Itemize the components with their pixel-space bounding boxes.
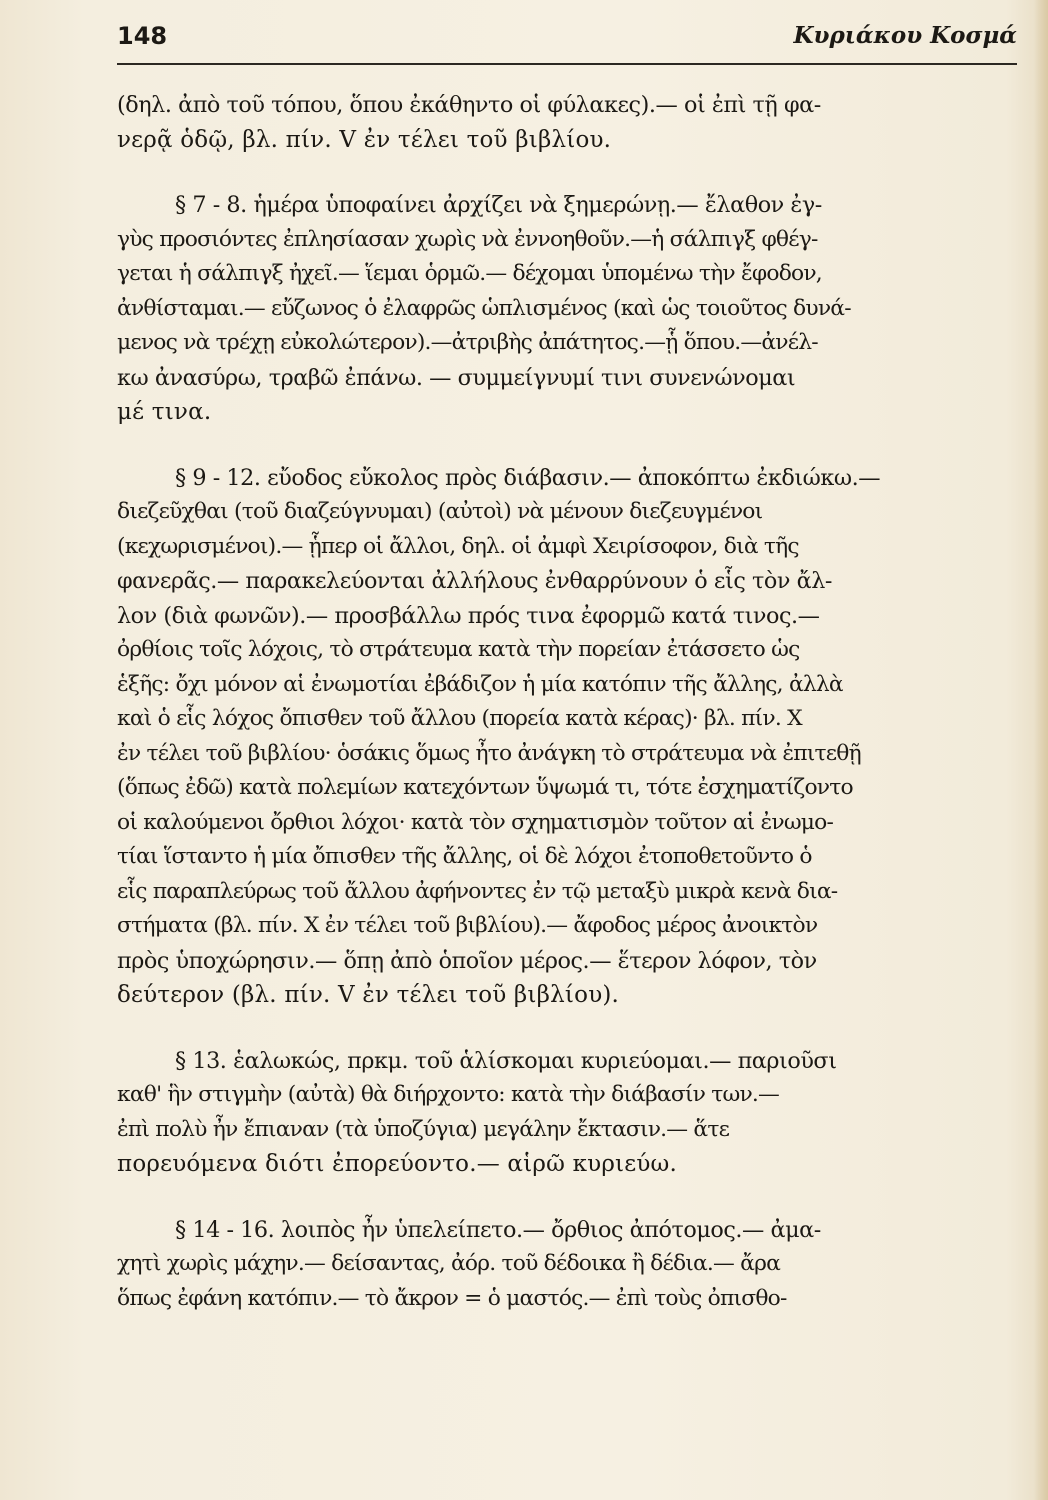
text-line: καθ' ἣν στιγμὴν (αὐτὰ) θὰ διήρχοντο: κατὰ τὴν διάβασίν των.— (117, 1082, 780, 1107)
text-line: μενος νὰ τρέχῃ εὐκολώτερον).—ἀτριβὴς ἀπάτητος.—ᾗ ὅπου.—ἀνέλ- (117, 330, 818, 355)
text-line: ὅπως ἐφάνη κατόπιν.— τὸ ἄκρον = ὁ μαστός.— ἐπὶ τοὺς ὀπισθο- (117, 1285, 787, 1311)
text-line: ἑξῆς: ὄχι μόνον αἱ ἐνωμοτίαι ἐβάδιζον ἡ μία κατόπιν τῆς ἄλλης, ἀλλὰ (117, 671, 843, 697)
text-line: § 14 - 16. λοιπὸς ἦν ὑπελείπετο.— ὄρθιος ἀπότομος.— ἀμα- (175, 1216, 821, 1243)
text-line: § 9 - 12. εὔοδος εὔκολος πρὸς διάβασιν.— ἀποκόπτω ἐκδιώκω.— (175, 464, 881, 491)
commentary-text (117, 88, 1017, 1347)
paragraph-7-8 (117, 188, 1017, 430)
text-line: ἀνθίσταμαι.— εὔζωνος ὁ ἐλαφρῶς ὡπλισμένος (καὶ ὡς τοιοῦτος δυνά- (117, 295, 851, 321)
text-line: οἱ καλούμενοι ὄρθιοι λόχοι· κατὰ τὸν σχηματισμὸν τοῦτον αἱ ἐνωμο- (117, 809, 834, 835)
header-rule (117, 63, 1017, 65)
paragraph-1 (117, 88, 1017, 157)
text-line: λον (διὰ φωνῶν).— προσβάλλω πρός τινα ἐφορμῶ κατά τινος.— (117, 602, 820, 629)
text-line: μέ τινα. (117, 399, 212, 425)
text-line: στήματα (βλ. πίν. X ἐν τέλει τοῦ βιβλίου).— ἄφοδος μέρος ἀνοικτὸν (117, 913, 818, 938)
text-line: (ὅπως ἐδῶ) κατὰ πολεμίων κατεχόντων ὕψωμά τι, τότε ἐσχηματίζοντο (117, 775, 853, 800)
page-header (117, 18, 1017, 62)
text-line: δεύτερον (βλ. πίν. V ἐν τέλει τοῦ βιβλίου). (117, 982, 620, 1008)
page-number: 148 (117, 22, 168, 50)
text-line: νερᾷ ὁδῷ, βλ. πίν. V ἐν τέλει τοῦ βιβλίου. (117, 126, 612, 153)
text-line: φανερᾶς.— παρακελεύονται ἀλλήλους ἐνθαρρύνουν ὁ εἷς τὸν ἄλ- (117, 568, 832, 594)
text-line: κω ἀνασύρω, τραβῶ ἐπάνω. — συμμείγνυμί τινι συνενώνομαι (117, 364, 796, 391)
text-line: § 7 - 8. ἡμέρα ὑποφαίνει ἀρχίζει νὰ ξημερώνῃ.— ἔλαθον ἐγ- (175, 192, 822, 218)
text-line: διεζεῦχθαι (τοῦ διαζεύγνυμαι) (αὐτοὶ) νὰ μένουν διεζευγμένοι (117, 499, 763, 524)
text-line: καὶ ὁ εἷς λόχος ὄπισθεν τοῦ ἄλλου (πορεία κατὰ κέρας)· βλ. πίν. X (117, 706, 802, 731)
paragraph-13 (117, 1044, 1017, 1182)
text-line: ἐν τέλει τοῦ βιβλίου· ὁσάκις ὅμως ἦτο ἀνάγκη τὸ στράτευμα νὰ ἐπιτεθῇ (117, 740, 861, 766)
text-line: γὺς προσιόντες ἐπλησίασαν χωρὶς νὰ ἐννοηθοῦν.—ἡ σάλπιγξ φθέγ- (117, 226, 818, 252)
text-line: πορευόμενα διότι ἐπορεύοντο.— αἱρῶ κυριεύω. (117, 1151, 678, 1177)
text-line: ἐπὶ πολὺ ἦν ἔπιαναν (τὰ ὑποζύγια) μεγάλην ἔκτασιν.— ἅτε (117, 1116, 730, 1142)
text-line: τίαι ἵσταντο ἡ μία ὄπισθεν τῆς ἄλλης, οἱ δὲ λόχοι ἐτοποθετοῦντο ὁ (117, 844, 812, 869)
paragraph-14-16 (117, 1213, 1017, 1317)
page-edge-shadow (1034, 0, 1048, 1500)
text-line: πρὸς ὑποχώρησιν.— ὅπῃ ἀπὸ ὁποῖον μέρος.— ἕτερον λόφον, τὸν (117, 947, 817, 974)
running-title: Κυριάκου Κοσμά (793, 22, 1017, 49)
text-line: εἷς παραπλεύρως τοῦ ἄλλου ἀφήνοντες ἐν τῷ μεταξὺ μικρὰ κενὰ δια- (117, 878, 838, 904)
text-line: γεται ἡ σάλπιγξ ἠχεῖ.— ἵεμαι ὁρμῶ.— δέχομαι ὑπομένω τὴν ἔφοδον, (117, 261, 822, 286)
text-line: § 13. ἑαλωκώς, πρκμ. τοῦ ἁλίσκομαι κυριεύομαι.— παριοῦσι (175, 1047, 837, 1074)
text-line: χητὶ χωρὶς μάχην.— δείσαντας, ἀόρ. τοῦ δέδοικα ἢ δέδια.— ἄρα (117, 1251, 781, 1276)
text-line: ὀρθίοις τοῖς λόχοις, τὸ στράτευμα κατὰ τὴν πορείαν ἐτάσσετο ὡς (117, 637, 800, 662)
paragraph-9-12 (117, 461, 1017, 1013)
text-line: (κεχωρισμένοι).— ᾗπερ οἱ ἄλλοι, δηλ. οἱ ἀμφὶ Χειρίσοφον, διὰ τῆς (117, 533, 799, 559)
text-line: (δηλ. ἀπὸ τοῦ τόπου, ὅπου ἐκάθηντο οἱ φύλακες).— οἱ ἐπὶ τῇ φα- (117, 92, 821, 118)
